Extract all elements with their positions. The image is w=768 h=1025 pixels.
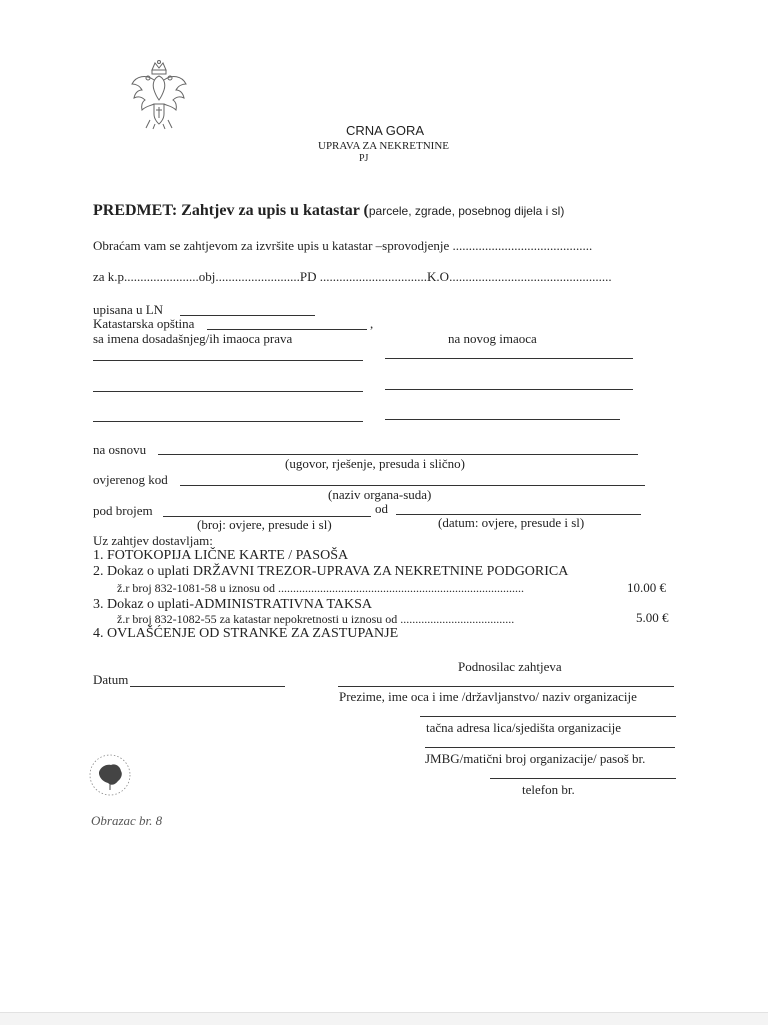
parcel-line: [93, 269, 612, 285]
applicant-label: Podnosilac zahtjeva: [458, 659, 562, 674]
municipality-comma: ,: [370, 316, 374, 331]
attachment-item-3-amount: 5.00 €: [636, 610, 669, 625]
parcel-pd: PD .................................: [299, 269, 428, 284]
basis-hint: (ugovor, rješenje, presuda i slično): [285, 456, 465, 471]
number-od-label: od: [375, 501, 388, 516]
number-label: pod brojem: [93, 503, 153, 518]
parcel-obj: obj..........................: [198, 269, 300, 284]
agency-title: UPRAVA ZA NEKRETNINE: [318, 140, 449, 152]
previous-owners-label: sa imena dosadašnjeg/ih imaoca prava: [93, 331, 293, 346]
certified-hint: (naziv organa-suda): [328, 487, 432, 502]
parcel-ko: K.O..................................................: [427, 269, 612, 284]
new-owner-label: na novog imaoca: [448, 331, 537, 346]
applicant-id-field[interactable]: [425, 747, 675, 748]
unit-label: PJ: [359, 153, 369, 164]
applicant-phone-field[interactable]: [490, 778, 676, 779]
attachment-item-4: 4. OVLAŠĆENJE OD STRANKE ZA ZASTUPANJE: [93, 626, 399, 641]
applicant-address-hint: tačna adresa lica/sjedišta organizacije: [426, 720, 622, 735]
agency-stamp-logo: [87, 752, 133, 798]
applicant-phone-hint: telefon br.: [522, 782, 575, 797]
previous-owner-field-3[interactable]: [93, 421, 363, 422]
subject-title: Zahtjev za upis u katastar (: [177, 202, 369, 219]
request-line: Obraćam vam se zahtjevom za izvršite upis u katastar –sprovodjenje ...........................................: [93, 238, 593, 253]
previous-owner-field-1[interactable]: [93, 360, 363, 361]
municipality-field[interactable]: [207, 329, 367, 330]
subject-heading: [93, 202, 564, 220]
municipality-label: Katastarska opština: [93, 316, 195, 331]
number-hint: (broj: ovjere, presude i sl): [197, 517, 332, 532]
applicant-name-field[interactable]: [338, 686, 674, 687]
attachment-item-3-account: ž.r broj 832-1082-55 za katastar nepokretnosti u iznosu od ......................................: [117, 612, 515, 626]
attachment-item-2-account: ž.r broj 832-1081-58 u iznosu od ..................................................................................: [117, 581, 524, 595]
date-hint: (datum: ovjere, presude i sl): [438, 515, 585, 530]
attachment-item-1: 1. FOTOKOPIJA LIČNE KARTE / PASOŠA: [93, 548, 349, 563]
subject-label: PREDMET:: [93, 202, 178, 219]
basis-label: na osnovu: [93, 442, 147, 457]
basis-field[interactable]: [158, 454, 638, 455]
coat-of-arms-logo: [128, 60, 190, 130]
applicant-id-hint: JMBG/matični broj organizacije/ pasoš br.: [425, 751, 646, 766]
country-title: CRNA GORA: [346, 123, 425, 138]
certified-field[interactable]: [180, 485, 645, 486]
applicant-address-field[interactable]: [420, 716, 676, 717]
attachment-item-2: 2. Dokaz o uplati DRŽAVNI TREZOR-UPRAVA ZA NEKRETNINE PODGORICA: [93, 564, 569, 579]
ln-field[interactable]: [180, 315, 315, 316]
attachment-item-3: 3. Dokaz o uplati-ADMINISTRATIVNA TAKSA: [93, 597, 372, 612]
form-number: Obrazac br. 8: [91, 813, 163, 828]
date-signature-field[interactable]: [130, 686, 285, 687]
date-label: Datum: [93, 672, 129, 687]
attachments-intro: Uz zahtjev dostavljam:: [93, 533, 213, 548]
new-owner-field-2[interactable]: [385, 389, 633, 390]
certified-label: ovjerenog kod: [93, 472, 168, 487]
attachment-item-2-amount: 10.00 €: [627, 580, 666, 595]
new-owner-field-1[interactable]: [385, 358, 633, 359]
subject-detail: parcele, zgrade, posebnog dijela i sl): [368, 204, 565, 218]
parcel-kp: za k.p.......................: [93, 269, 199, 284]
page-bottom-edge: [0, 1012, 768, 1025]
ln-label: upisana u LN: [93, 302, 164, 317]
previous-owner-field-2[interactable]: [93, 391, 363, 392]
applicant-name-hint: Prezime, ime oca i ime /državljanstvo/ naziv organizacije: [339, 689, 637, 704]
new-owner-field-3[interactable]: [385, 419, 620, 420]
